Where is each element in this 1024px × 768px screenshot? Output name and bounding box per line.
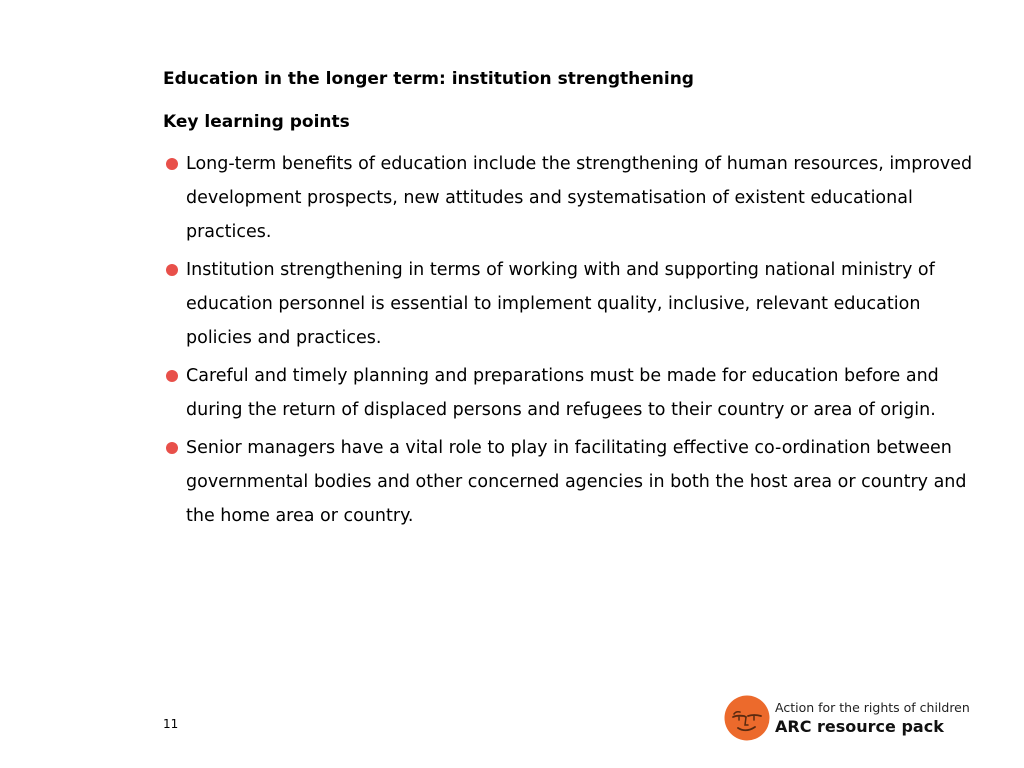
arc-face-logo-icon <box>724 695 770 741</box>
slide-subtitle: Key learning points <box>163 112 350 132</box>
slide-title: Education in the longer term: institution strengthening <box>163 69 694 89</box>
key-point-text: Careful and timely planning and preparations must be made for education before and during the return of displaced persons and refugees to their country or area of origin. <box>186 366 939 420</box>
bullet-icon <box>166 264 178 276</box>
logo-name: ARC resource pack <box>775 717 944 736</box>
key-point-text: Long-term benefits of education include the strengthening of human resources, improved development prospects, new attitudes and systematisation of existent educational practices. <box>186 154 973 242</box>
key-point <box>163 147 983 249</box>
page-number: 11 <box>163 717 179 731</box>
key-point-text: Senior managers have a vital role to play in facilitating effective co-ordination between governmental bodies and other concerned agencies in both the host area or country and the home area or country. <box>186 438 967 526</box>
arc-logo <box>724 695 984 745</box>
bullet-icon <box>166 158 178 170</box>
bullet-icon <box>166 370 178 382</box>
key-points-list <box>163 147 983 537</box>
bullet-icon <box>166 442 178 454</box>
key-point-text: Institution strengthening in terms of working with and supporting national ministry of education personnel is essential to implement quality, inclusive, relevant education policies and practices. <box>186 260 935 348</box>
logo-tagline: Action for the rights of children <box>775 700 970 715</box>
key-point <box>163 253 983 355</box>
key-point <box>163 431 983 533</box>
key-point <box>163 359 983 427</box>
